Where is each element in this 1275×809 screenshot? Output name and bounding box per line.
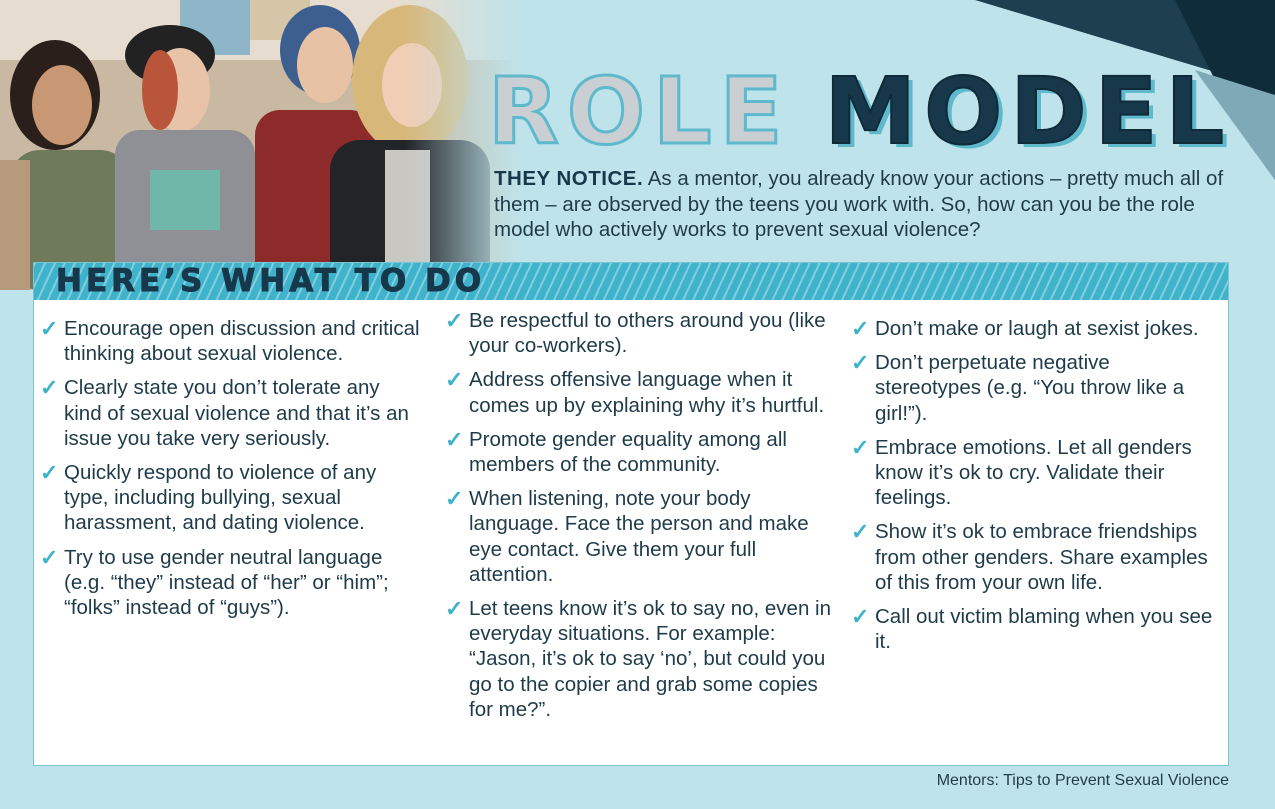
- tip-item: [851, 604, 1221, 654]
- tip-item: [40, 545, 420, 621]
- tips-card: [33, 262, 1229, 766]
- tips-column-2: [445, 308, 840, 731]
- tip-item: [851, 519, 1221, 595]
- checkmark-icon: ✓: [40, 375, 59, 401]
- checkmark-icon: ✓: [40, 460, 59, 486]
- title-word-model: MODEL: [824, 58, 1233, 165]
- tip-item: [445, 308, 840, 358]
- page-title: [488, 58, 1248, 165]
- tip-text: Address offensive language when it comes up by explaining why it’s hurtful.: [469, 368, 825, 417]
- tips-column-3: [851, 316, 1221, 663]
- tip-text: Encourage open discussion and critical thinking about sexual violence.: [64, 317, 420, 366]
- checkmark-icon: ✓: [40, 316, 59, 341]
- tips-column-1: [40, 316, 420, 629]
- checkmark-icon: ✓: [851, 604, 870, 630]
- section-heading: HERE’S WHAT TO DO: [56, 263, 486, 299]
- tip-text: Quickly respond to violence of any type, including bullying, sexual harassment, and dating violence.: [64, 461, 377, 535]
- tip-text: When listening, note your body language. Face the person and make eye contact. Give them your full attention.: [469, 487, 809, 586]
- intro-lead: THEY NOTICE.: [494, 167, 644, 190]
- tip-text: Try to use gender neutral language (e.g. “they” instead of “her” or “him”; “folks” instead of “guys”).: [64, 545, 389, 620]
- footer-caption: Mentors: Tips to Prevent Sexual Violence: [936, 772, 1229, 789]
- section-banner: [34, 263, 1228, 300]
- tip-item: [445, 367, 840, 417]
- checkmark-icon: ✓: [851, 316, 870, 341]
- checkmark-icon: ✓: [851, 434, 870, 460]
- tip-text: Clearly state you don’t tolerate any kind of sexual violence and that it’s an issue you take very seriously.: [64, 376, 409, 450]
- tip-item: [445, 427, 840, 477]
- tip-text: Embrace emotions. Let all genders know it’s ok to cry. Validate their feelings.: [875, 435, 1192, 510]
- checkmark-icon: ✓: [40, 544, 59, 570]
- tip-item: [40, 316, 420, 366]
- checkmark-icon: ✓: [445, 426, 464, 452]
- title-word-role: ROLE: [488, 58, 791, 165]
- tip-item: [851, 350, 1221, 426]
- tip-text: Don’t make or laugh at sexist jokes.: [875, 317, 1199, 340]
- tip-text: Let teens know it’s ok to say no, even in everyday situations. For example: “Jason, it’s ok to say ‘no’, but could you go to the copier and grab some copies for me?”.: [469, 597, 832, 721]
- tip-text: Promote gender equality among all members of the community.: [469, 427, 787, 477]
- checkmark-icon: ✓: [445, 367, 464, 393]
- tip-text: Show it’s ok to embrace friendships from other genders. Share examples of this from your own life.: [875, 520, 1208, 594]
- tip-item: [445, 486, 840, 587]
- tip-item: [851, 316, 1221, 341]
- checkmark-icon: ✓: [851, 519, 870, 545]
- tip-text: Be respectful to others around you (like your co-workers).: [469, 309, 826, 358]
- intro-text: As a mentor, you already know your actions – pretty much all of them – are observed by the teens you work with. So, how can you be the role model who actively works to prevent sexual violence?: [494, 167, 1224, 241]
- tip-item: [40, 375, 420, 451]
- tip-text: Don’t perpetuate negative stereotypes (e.g. “You throw like a girl!”).: [875, 351, 1185, 425]
- intro-paragraph: [494, 166, 1234, 243]
- tip-item: [445, 596, 840, 722]
- teens-photo: [0, 0, 520, 290]
- checkmark-icon: ✓: [445, 596, 464, 622]
- tip-item: [851, 435, 1221, 511]
- tip-item: [40, 460, 420, 536]
- checkmark-icon: ✓: [851, 350, 870, 376]
- checkmark-icon: ✓: [445, 486, 464, 512]
- tip-text: Call out victim blaming when you see it.: [875, 605, 1213, 654]
- checkmark-icon: ✓: [445, 308, 464, 333]
